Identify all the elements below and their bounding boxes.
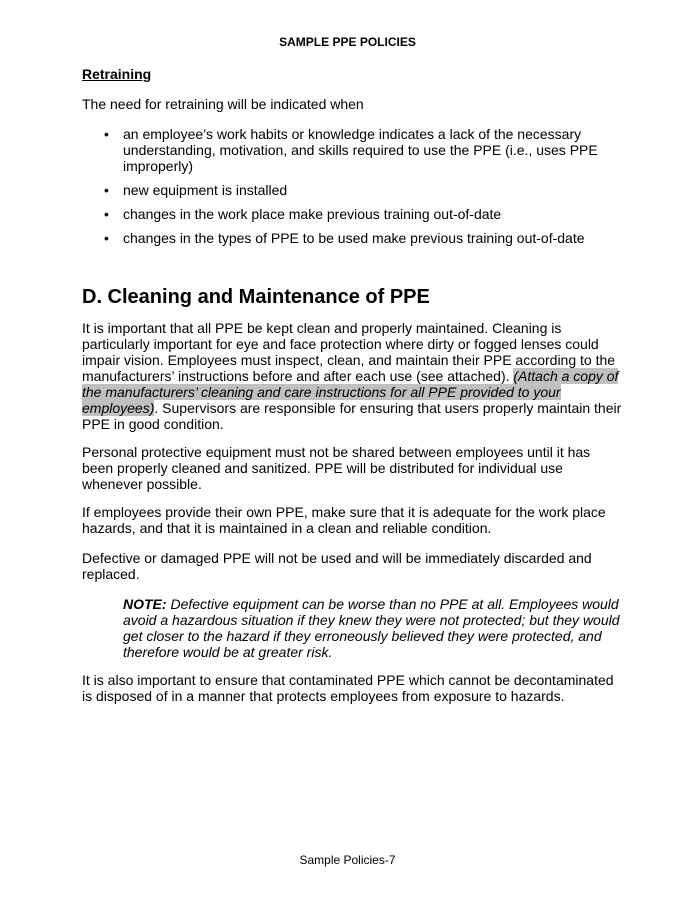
retraining-heading: Retraining bbox=[82, 66, 152, 82]
list-item: • new equipment is installed bbox=[104, 182, 288, 198]
page-footer: Sample Policies-7 bbox=[299, 853, 396, 867]
paragraph-sharing: Personal protective equipment must not be shared between employees until it has been properly cleaned and sanitized. PPE will be distributed for individual use whenever possible. bbox=[82, 444, 591, 492]
list-item: • an employee’s work habits or knowledge indicates a lack of the necessary understanding, motivation, and skills required to use the PPE (i.e., uses PPE improperly) bbox=[104, 126, 598, 174]
highlighted-instruction: (Attach a copy of the manufacturers’ cleaning and care instructions for all PPE provided to your employees) bbox=[82, 368, 619, 416]
paragraph-cleaning: It is important that all PPE be kept clean and properly maintained. Cleaning is particularly important for eye and face protection where dirty or fogged lenses could impair vision. Employees must inspect, clean, and maintain their PPE according to the manufacturers’ instructions before and after each use (see attached). (Attach a copy of the manufacturers’ cleaning and care instructions for all PPE provided to your employees). Supervisors are responsible for ensuring that users properly maintain their PPE in good condition. bbox=[82, 320, 622, 432]
bullet-icon: • bbox=[104, 126, 109, 142]
paragraph-own-ppe: If employees provide their own PPE, make sure that it is adequate for the work place hazards, and that it is maintained in a clean and reliable condition. bbox=[82, 504, 606, 536]
bullet-icon: • bbox=[104, 182, 109, 198]
retraining-intro: The need for retraining will be indicated when bbox=[82, 96, 364, 112]
bullet-icon: • bbox=[104, 206, 109, 222]
note-block: NOTE: Defective equipment can be worse than no PPE at all. Employees would avoid a hazardous situation if they knew they were not protected; but they would get closer to the hazard if they erroneously believed they were protected, and therefore would be at greater risk. bbox=[123, 596, 620, 660]
paragraph-defective: Defective or damaged PPE will not be used and will be immediately discarded and replaced. bbox=[82, 550, 592, 582]
list-item: • changes in the types of PPE to be used make previous training out-of-date bbox=[104, 230, 585, 246]
bullet-icon: • bbox=[104, 230, 109, 246]
paragraph-disposal: It is also important to ensure that contaminated PPE which cannot be decontaminated is disposed of in a manner that protects employees from exposure to hazards. bbox=[82, 672, 614, 704]
retraining-bullet-list bbox=[82, 126, 622, 254]
section-heading: D. Cleaning and Maintenance of PPE bbox=[82, 286, 430, 308]
page-header-title: SAMPLE PPE POLICIES bbox=[279, 35, 416, 49]
note-label: NOTE: bbox=[123, 596, 167, 612]
list-item: • changes in the work place make previous training out-of-date bbox=[104, 206, 502, 222]
